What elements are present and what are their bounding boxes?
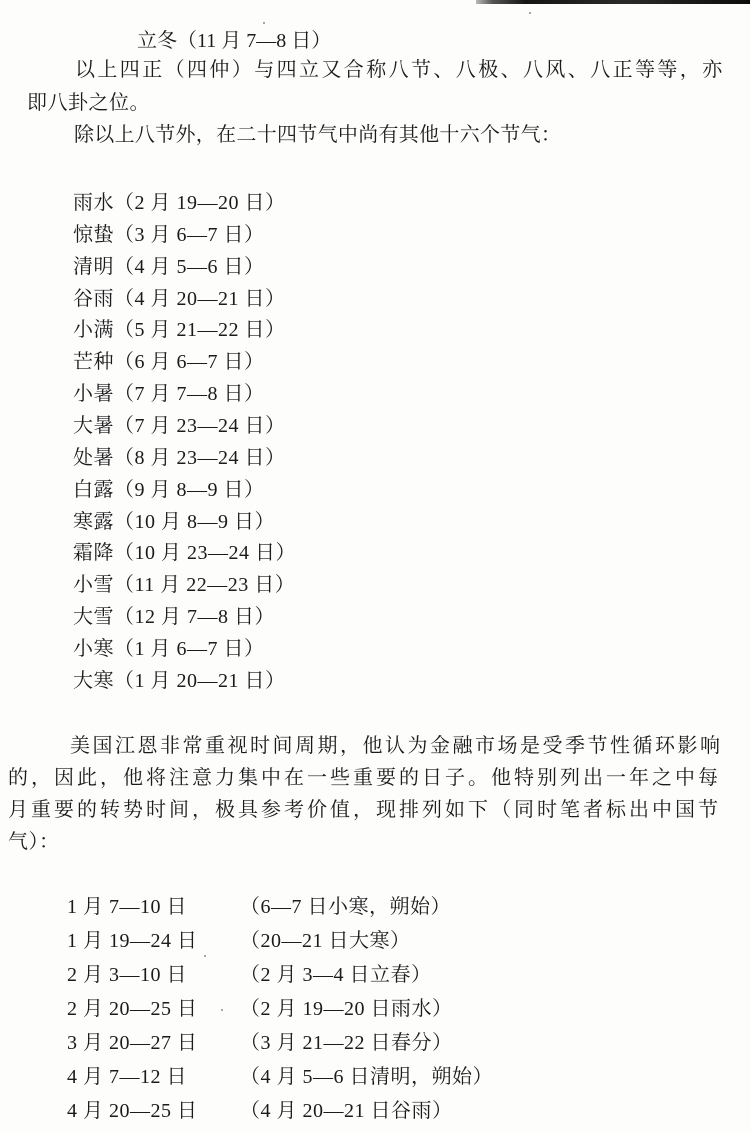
gann-date-row xyxy=(67,1033,453,1053)
gann-date-row xyxy=(67,897,451,917)
gann-date-note: （20—21 日大寒） xyxy=(240,930,411,952)
gann-date-note: （2 月 3—4 日立春） xyxy=(240,964,432,986)
scan-speck xyxy=(204,955,206,957)
solar-term-item: 雨水（2 月 19—20 日） xyxy=(73,192,286,214)
solar-term-item: 惊蛰（3 月 6—7 日） xyxy=(73,224,265,246)
gann-date-row xyxy=(67,999,453,1019)
gann-date-range: 4 月 20—25 日 xyxy=(67,1100,198,1122)
paragraph-gann-line: 的，因此，他将注意力集中在一些重要的日子。他特别列出一年之中每 xyxy=(8,767,721,789)
solar-term-item: 霜降（10 月 23—24 日） xyxy=(73,542,296,564)
solar-term-item: 清明（4 月 5—6 日） xyxy=(73,256,265,278)
gann-date-range: 4 月 7—12 日 xyxy=(67,1066,187,1088)
gann-date-row xyxy=(67,931,411,951)
paragraph-gann-line: 气）： xyxy=(8,831,60,853)
gann-date-row xyxy=(67,1101,453,1121)
solar-term-item: 小雪（11 月 22—23 日） xyxy=(73,574,296,596)
gann-date-range: 1 月 19—24 日 xyxy=(67,930,198,952)
solar-term-item: 芒种（6 月 6—7 日） xyxy=(73,351,265,373)
solar-term-item: 大雪（12 月 7—8 日） xyxy=(73,606,275,628)
solar-term-item: 大暑（7 月 23—24 日） xyxy=(73,415,286,437)
gann-date-note: （3 月 21—22 日春分） xyxy=(240,1032,453,1054)
paragraph-gann-line: 美国江恩非常重视时间周期，他认为金融市场是受季节性循环影响 xyxy=(70,735,723,757)
solar-term-item: 大寒（1 月 20—21 日） xyxy=(73,670,286,692)
solar-term-item: 小满（5 月 21—22 日） xyxy=(73,319,286,341)
gann-date-row xyxy=(67,965,432,985)
solar-term-item: 白露（9 月 8—9 日） xyxy=(73,479,265,501)
solar-term-heading-lidong: 立冬（11 月 7—8 日） xyxy=(137,30,332,52)
scan-speck xyxy=(529,12,531,14)
paragraph-sizheng-line: 以上四正（四仲）与四立又合称八节、八极、八风、八正等等，亦 xyxy=(75,59,725,81)
gann-date-range: 3 月 20—27 日 xyxy=(67,1032,198,1054)
gann-date-note: （2 月 19—20 日雨水） xyxy=(240,998,453,1020)
scan-edge-artifact xyxy=(476,0,750,4)
gann-date-row xyxy=(67,1067,493,1087)
solar-term-item: 谷雨（4 月 20—21 日） xyxy=(73,288,286,310)
solar-term-item: 小寒（1 月 6—7 日） xyxy=(73,638,265,660)
solar-term-item: 处暑（8 月 23—24 日） xyxy=(73,447,286,469)
paragraph-sizheng-line: 即八卦之位。 xyxy=(27,92,150,114)
paragraph-gann-line: 月重要的转势时间，极具参考价值，现排列如下（同时笔者标出中国节 xyxy=(8,799,721,821)
gann-date-range: 2 月 3—10 日 xyxy=(67,964,187,986)
gann-date-range: 2 月 20—25 日 xyxy=(67,998,198,1020)
gann-date-note: （4 月 20—21 日谷雨） xyxy=(240,1100,453,1122)
gann-date-range: 1 月 7—10 日 xyxy=(67,896,187,918)
solar-terms-intro-line: 除以上八节外，在二十四节气中尚有其他十六个节气： xyxy=(74,124,562,146)
gann-date-note: （6—7 日小寒，朔始） xyxy=(240,896,451,918)
solar-term-item: 小暑（7 月 7—8 日） xyxy=(73,383,265,405)
gann-date-note: （4 月 5—6 日清明，朔始） xyxy=(240,1066,493,1088)
solar-term-item: 寒露（10 月 8—9 日） xyxy=(73,511,275,533)
scan-speck xyxy=(263,22,265,24)
